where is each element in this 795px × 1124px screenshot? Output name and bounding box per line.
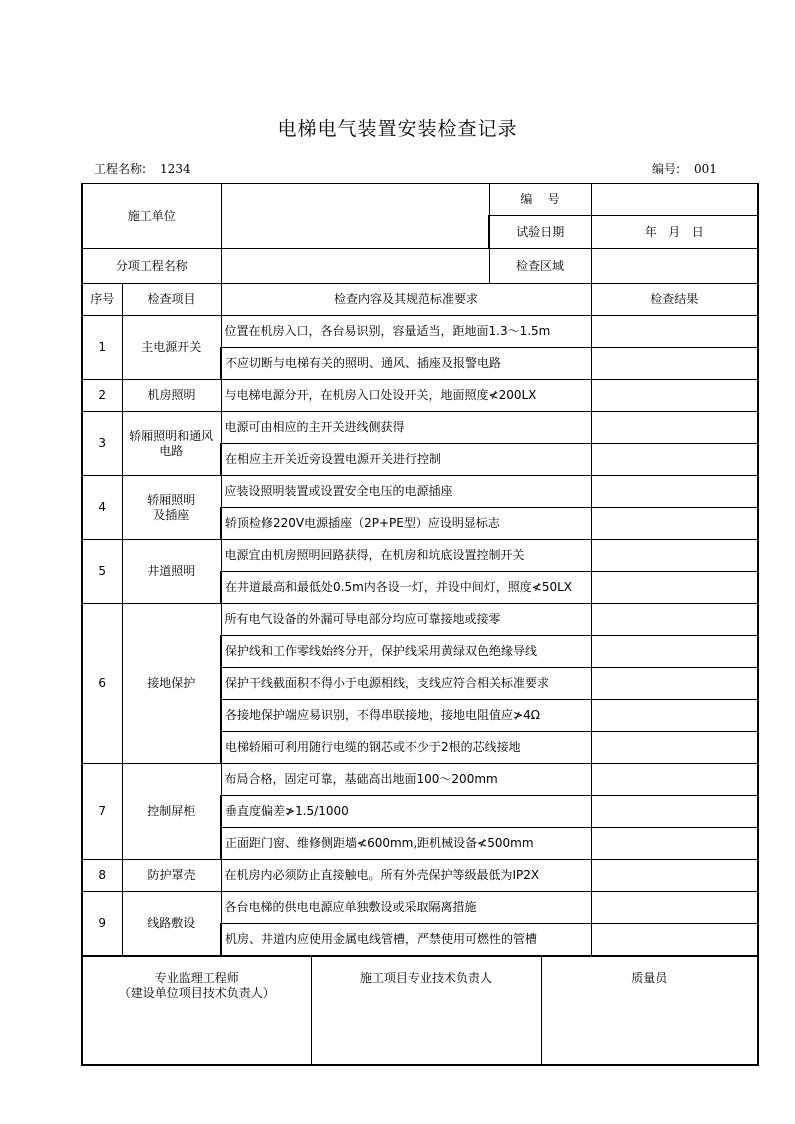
row-requirement: 布局合格，固定可靠，基础高出地面100～200mm bbox=[221, 764, 591, 796]
row-requirement: 垂直度偏差≯1.5/1000 bbox=[221, 796, 591, 828]
row-item: 控制屏柜 bbox=[122, 764, 221, 860]
inspection-area-label: 检查区域 bbox=[489, 249, 591, 284]
row-result bbox=[591, 892, 758, 924]
row-seq: 2 bbox=[82, 380, 122, 412]
row-seq: 1 bbox=[82, 316, 122, 380]
row-result bbox=[591, 444, 758, 476]
row-requirement: 电源可由相应的主开关进线侧获得 bbox=[221, 412, 591, 444]
row-item: 主电源开关 bbox=[122, 316, 221, 380]
signature-table bbox=[81, 956, 759, 1066]
row-seq: 3 bbox=[82, 412, 122, 476]
row-seq: 7 bbox=[82, 764, 122, 860]
record-number-label: 编号: bbox=[652, 162, 681, 176]
row-requirement: 各台电梯的供电电源应单独敷设或采取隔离措施 bbox=[221, 892, 591, 924]
row-requirement: 各接地保护端应易识别，不得串联接地，接地电阻值应≯4Ω bbox=[221, 700, 591, 732]
row-result bbox=[591, 476, 758, 508]
row-requirement: 保护线和工作零线始终分开，保护线采用黄绿双色绝缘导线 bbox=[221, 636, 591, 668]
table-row bbox=[82, 892, 758, 924]
row-seq: 9 bbox=[82, 892, 122, 956]
inspection-table bbox=[81, 183, 759, 956]
record-number-value: 001 bbox=[694, 162, 717, 176]
record-number bbox=[652, 160, 717, 177]
row-result bbox=[591, 828, 758, 860]
table-row bbox=[82, 764, 758, 796]
number-label: 编 号 bbox=[489, 184, 591, 216]
row-item: 井道照明 bbox=[122, 540, 221, 604]
row-requirement: 机房、井道内应使用金属电线管槽，严禁使用可燃性的管槽 bbox=[221, 924, 591, 956]
row-item: 轿厢照明和通风 电路 bbox=[122, 412, 221, 476]
table-row bbox=[82, 412, 758, 444]
column-seq: 序号 bbox=[82, 284, 122, 316]
row-result bbox=[591, 412, 758, 444]
page-title: 电梯电气装置安装检查记录 bbox=[277, 118, 518, 140]
row-result bbox=[591, 860, 758, 892]
row-seq: 6 bbox=[82, 604, 122, 764]
row-requirement: 在机房内必须防止直接触电。所有外壳保护等级最低为IP2X bbox=[221, 860, 591, 892]
row-result bbox=[591, 668, 758, 700]
row-requirement: 电源宜由机房照明回路获得，在机房和坑底设置控制开关 bbox=[221, 540, 591, 572]
row-result bbox=[591, 604, 758, 636]
table-row bbox=[82, 316, 758, 348]
table-row bbox=[82, 604, 758, 636]
project-name bbox=[94, 160, 191, 177]
supervisor-signature: 专业监理工程师 （建设单位项目技术负责人） bbox=[82, 957, 311, 1066]
row-requirement: 轿顶检修220V电源插座（2P+PE型）应设明显标志 bbox=[221, 508, 591, 540]
column-result: 检查结果 bbox=[591, 284, 758, 316]
row-item: 机房照明 bbox=[122, 380, 221, 412]
table-row bbox=[82, 540, 758, 572]
sub-project-label: 分项工程名称 bbox=[82, 249, 221, 284]
column-item: 检查项目 bbox=[122, 284, 221, 316]
row-requirement: 在相应主开关近旁设置电源开关进行控制 bbox=[221, 444, 591, 476]
row-result bbox=[591, 636, 758, 668]
table-row bbox=[82, 860, 758, 892]
row-result bbox=[591, 316, 758, 348]
row-seq: 8 bbox=[82, 860, 122, 892]
sub-project-value bbox=[221, 249, 489, 284]
row-item: 接地保护 bbox=[122, 604, 221, 764]
tech-lead-signature: 施工项目专业技术负责人 bbox=[311, 957, 541, 1066]
row-requirement: 所有电气设备的外漏可导电部分均应可靠接地或接零 bbox=[221, 604, 591, 636]
construction-unit-value bbox=[221, 184, 489, 249]
test-date-label: 试验日期 bbox=[489, 216, 591, 249]
row-result bbox=[591, 572, 758, 604]
project-name-value: 1234 bbox=[160, 162, 191, 176]
construction-unit-label: 施工单位 bbox=[82, 184, 221, 249]
row-result bbox=[591, 508, 758, 540]
row-requirement: 与电梯电源分开，在机房入口处设开关，地面照度≮200LX bbox=[221, 380, 591, 412]
quality-inspector-signature: 质量员 bbox=[541, 957, 758, 1066]
row-requirement: 正面距门窗、维修侧距墙≮600mm,距机械设备≮500mm bbox=[221, 828, 591, 860]
inspection-area-value bbox=[591, 249, 758, 284]
row-result bbox=[591, 924, 758, 956]
row-seq: 4 bbox=[82, 476, 122, 540]
project-name-label: 工程名称: bbox=[94, 162, 147, 176]
table-row bbox=[82, 380, 758, 412]
row-result bbox=[591, 732, 758, 764]
number-value bbox=[591, 184, 758, 216]
row-requirement: 保护干线截面积不得小于电源相线，支线应符合相关标准要求 bbox=[221, 668, 591, 700]
row-item: 防护罩壳 bbox=[122, 860, 221, 892]
row-requirement: 在井道最高和最低处0.5m内各设一灯，并设中间灯，照度≮50LX bbox=[221, 572, 591, 604]
row-requirement: 应装设照明装置或设置安全电压的电源插座 bbox=[221, 476, 591, 508]
row-result bbox=[591, 540, 758, 572]
row-requirement: 不应切断与电梯有关的照明、通风、插座及报警电路 bbox=[221, 348, 591, 380]
row-result bbox=[591, 700, 758, 732]
row-requirement: 电梯轿厢可利用随行电缆的钢芯或不少于2根的芯线接地 bbox=[221, 732, 591, 764]
row-result bbox=[591, 380, 758, 412]
row-result bbox=[591, 764, 758, 796]
row-requirement: 位置在机房入口，各台易识别，容量适当，距地面1.3～1.5m bbox=[221, 316, 591, 348]
test-date-value: 年 月 日 bbox=[591, 216, 758, 249]
row-result bbox=[591, 348, 758, 380]
row-result bbox=[591, 796, 758, 828]
table-row bbox=[82, 476, 758, 508]
row-item: 轿厢照明 及插座 bbox=[122, 476, 221, 540]
row-seq: 5 bbox=[82, 540, 122, 604]
row-item: 线路敷设 bbox=[122, 892, 221, 956]
column-content: 检查内容及其规范标准要求 bbox=[221, 284, 591, 316]
